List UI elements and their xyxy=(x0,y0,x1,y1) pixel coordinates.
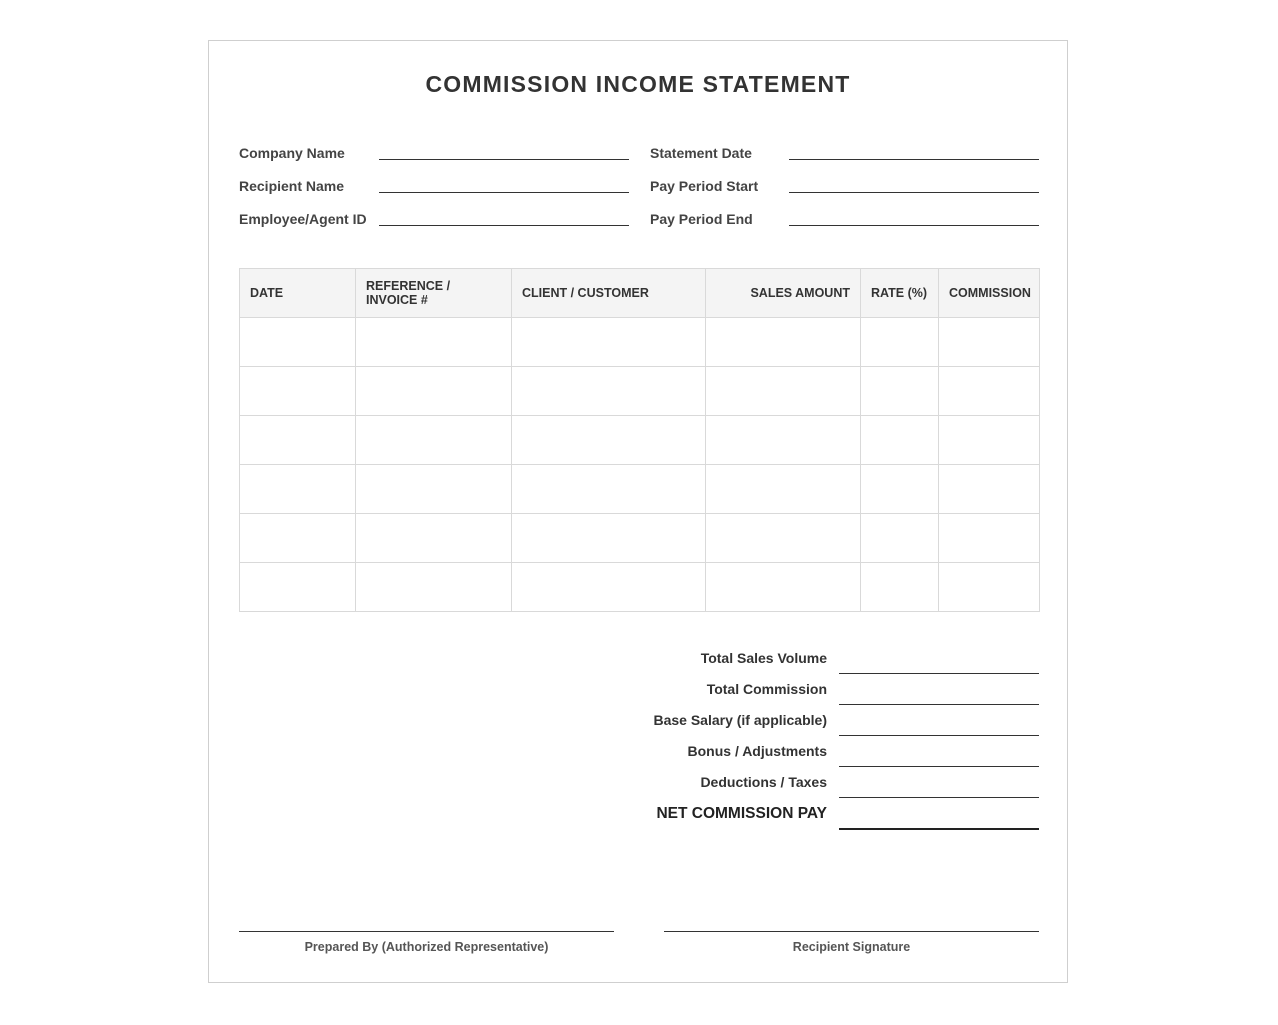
table-row xyxy=(240,563,1040,612)
total-commission-field[interactable] xyxy=(839,704,1039,705)
statement-page xyxy=(208,40,1068,983)
employee-id-label: Employee/Agent ID xyxy=(239,211,367,227)
table-cell[interactable] xyxy=(706,465,861,514)
table-cell[interactable] xyxy=(356,318,512,367)
table-cell[interactable] xyxy=(939,367,1040,416)
table-cell[interactable] xyxy=(861,563,939,612)
prepared-by-label: Prepared By (Authorized Representative) xyxy=(304,940,549,954)
recipient-name-field[interactable] xyxy=(379,192,629,193)
table-cell[interactable] xyxy=(939,563,1040,612)
table-row xyxy=(240,465,1040,514)
recipient-signature-line[interactable] xyxy=(664,931,1039,932)
table-cell[interactable] xyxy=(240,318,356,367)
bonus-label: Bonus / Adjustments xyxy=(687,743,827,759)
table-cell[interactable] xyxy=(512,318,706,367)
recipient-name-label: Recipient Name xyxy=(239,178,345,194)
statement-date-label: Statement Date xyxy=(650,145,752,161)
table-cell[interactable] xyxy=(512,563,706,612)
table-header-row xyxy=(240,269,1040,318)
total-commission-label: Total Commission xyxy=(706,681,827,697)
table-cell[interactable] xyxy=(861,514,939,563)
base-salary-label: Base Salary (if applicable) xyxy=(653,712,827,728)
table-cell[interactable] xyxy=(356,416,512,465)
commission-table xyxy=(239,268,1040,612)
table-cell[interactable] xyxy=(939,416,1040,465)
table-cell[interactable] xyxy=(356,563,512,612)
prepared-by-signature-line[interactable] xyxy=(239,931,614,932)
table-row xyxy=(240,318,1040,367)
column-header-sales-amount: SALES AMOUNT xyxy=(706,269,861,318)
table-cell[interactable] xyxy=(861,367,939,416)
deductions-field[interactable] xyxy=(839,797,1039,798)
pay-period-start-field[interactable] xyxy=(789,192,1039,193)
table-cell[interactable] xyxy=(706,563,861,612)
table-cell[interactable] xyxy=(356,465,512,514)
table-cell[interactable] xyxy=(861,318,939,367)
column-header-rate: RATE (%) xyxy=(861,269,939,318)
recipient-signature-label: Recipient Signature xyxy=(792,940,911,954)
table-cell[interactable] xyxy=(706,416,861,465)
table-cell[interactable] xyxy=(939,514,1040,563)
pay-period-end-field[interactable] xyxy=(789,225,1039,226)
net-commission-label: NET COMMISSION PAY xyxy=(656,805,827,822)
table-row xyxy=(240,416,1040,465)
table-cell[interactable] xyxy=(512,367,706,416)
table-cell[interactable] xyxy=(240,465,356,514)
total-sales-label: Total Sales Volume xyxy=(700,650,827,666)
pay-period-start-label: Pay Period Start xyxy=(650,178,759,194)
table-cell[interactable] xyxy=(861,416,939,465)
table-cell[interactable] xyxy=(861,465,939,514)
table-cell[interactable] xyxy=(706,514,861,563)
table-cell[interactable] xyxy=(240,416,356,465)
column-header-date: DATE xyxy=(240,269,356,318)
table-cell[interactable] xyxy=(512,416,706,465)
column-header-commission: COMMISSION xyxy=(939,269,1040,318)
company-name-label: Company Name xyxy=(239,145,345,161)
table-cell[interactable] xyxy=(240,563,356,612)
statement-date-field[interactable] xyxy=(789,159,1039,160)
table-cell[interactable] xyxy=(356,514,512,563)
table-row xyxy=(240,367,1040,416)
table-cell[interactable] xyxy=(939,318,1040,367)
company-name-field[interactable] xyxy=(379,159,629,160)
table-cell[interactable] xyxy=(240,367,356,416)
total-sales-field[interactable] xyxy=(839,673,1039,674)
table-cell[interactable] xyxy=(706,318,861,367)
table-cell[interactable] xyxy=(512,465,706,514)
table-cell[interactable] xyxy=(240,514,356,563)
page-title: COMMISSION INCOME STATEMENT xyxy=(425,71,851,97)
table-cell[interactable] xyxy=(356,367,512,416)
column-header-reference: REFERENCE / INVOICE # xyxy=(356,269,512,318)
base-salary-field[interactable] xyxy=(839,735,1039,736)
net-commission-field[interactable] xyxy=(839,828,1039,830)
deductions-label: Deductions / Taxes xyxy=(700,774,827,790)
pay-period-end-label: Pay Period End xyxy=(650,211,753,227)
table-row xyxy=(240,514,1040,563)
column-header-client: CLIENT / CUSTOMER xyxy=(512,269,706,318)
employee-id-field[interactable] xyxy=(379,225,629,226)
bonus-field[interactable] xyxy=(839,766,1039,767)
table-cell[interactable] xyxy=(706,367,861,416)
table-cell[interactable] xyxy=(939,465,1040,514)
table-cell[interactable] xyxy=(512,514,706,563)
